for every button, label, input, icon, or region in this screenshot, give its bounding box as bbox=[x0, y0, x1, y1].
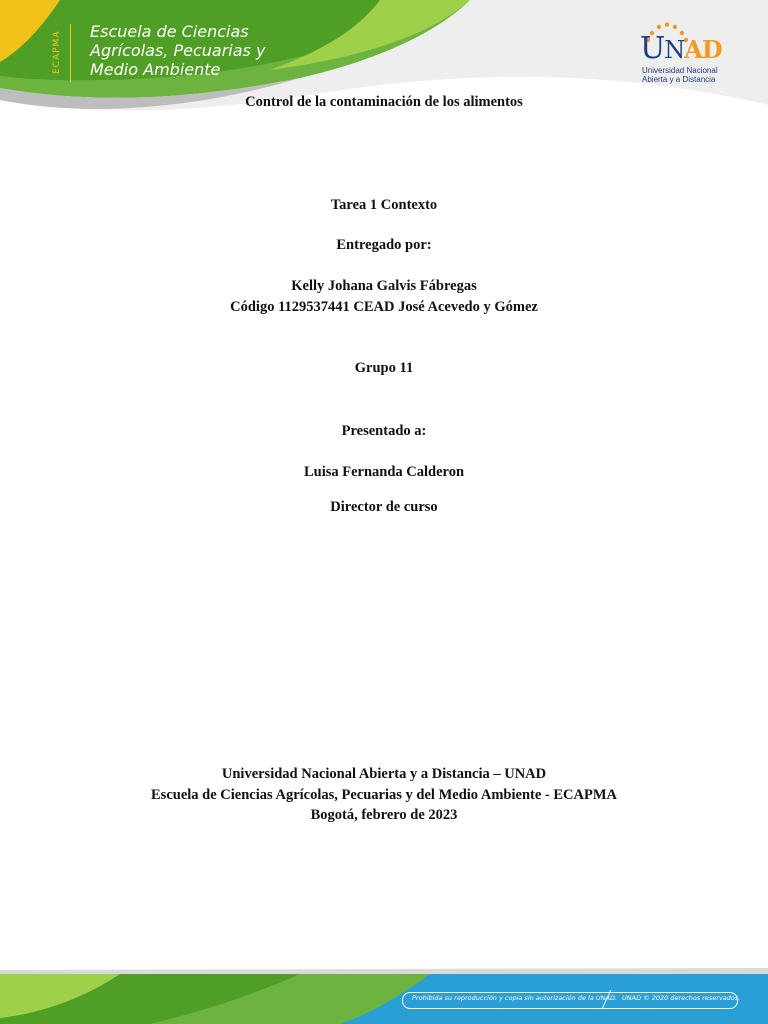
place-date: Bogotá, febrero de 2023 bbox=[310, 807, 458, 823]
school-name bbox=[90, 22, 320, 79]
school-full-name: Escuela de Ciencias Agrícolas, Pecuarias y del Medio Ambiente - ECAPMA bbox=[151, 787, 617, 803]
logo-letters-ad: AD bbox=[684, 35, 722, 64]
presented-to-label: Presentado a: bbox=[341, 423, 427, 439]
ecapma-acronym: ECAPMA bbox=[52, 30, 62, 74]
header-divider bbox=[70, 24, 71, 82]
footer-notice: Prohibida su reproducción y copia sin autorización de la UNAD. bbox=[412, 994, 618, 1002]
school-name-line: Escuela de Ciencias bbox=[90, 22, 249, 41]
student-name: Kelly Johana Galvis Fábregas bbox=[291, 278, 477, 294]
school-name-line: Medio Ambiente bbox=[90, 60, 221, 79]
school-name-line: Agrícolas, Pecuarias y bbox=[90, 41, 266, 60]
logo-subtitle-line: Universidad Nacional bbox=[642, 66, 718, 75]
logo-letter-n: N bbox=[664, 36, 685, 64]
footer-copyright: UNAD © 2020 derechos reservados. bbox=[622, 994, 741, 1002]
director-role: Director de curso bbox=[330, 499, 438, 515]
student-code: Código 1129537441 CEAD José Acevedo y Gómez bbox=[230, 299, 538, 315]
logo-subtitle-line: Abierta y a Distancia bbox=[642, 75, 716, 84]
logo-letter-u: U bbox=[640, 31, 665, 66]
delivered-by-label: Entregado por: bbox=[336, 237, 432, 253]
course-title: Control de la contaminación de los alimentos bbox=[245, 94, 523, 110]
unad-logo bbox=[640, 22, 724, 86]
group-label: Grupo 11 bbox=[354, 360, 414, 376]
logo-subtitle bbox=[642, 66, 726, 84]
university-name: Universidad Nacional Abierta y a Distancia – UNAD bbox=[221, 766, 547, 782]
task-title: Tarea 1 Contexto bbox=[330, 197, 438, 213]
director-name: Luisa Fernanda Calderon bbox=[303, 464, 465, 480]
logo-wordmark bbox=[640, 31, 722, 66]
